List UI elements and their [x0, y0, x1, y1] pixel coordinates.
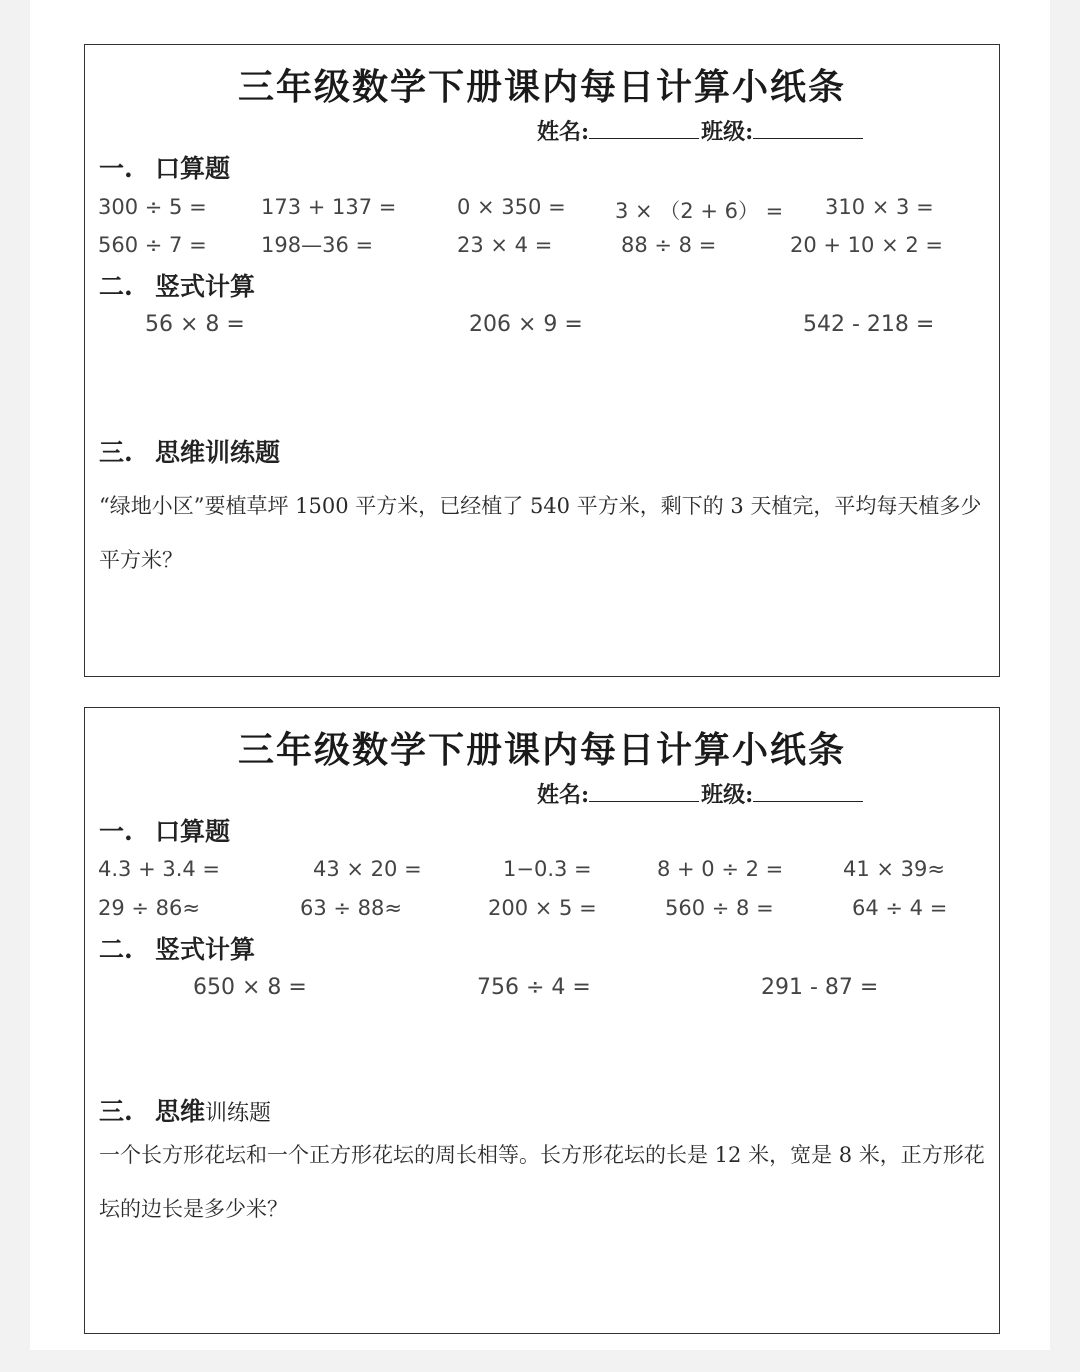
section-oral-heading	[99, 812, 230, 848]
vertical-problem: 291 - 87 =	[761, 975, 879, 1000]
oral-problem: 41 × 39≈	[843, 857, 945, 881]
name-label: 姓名:	[537, 782, 590, 808]
name-class-row	[537, 115, 865, 146]
page-margin-left	[0, 0, 30, 1372]
page-margin-bottom	[0, 1350, 1080, 1372]
vertical-problem: 206 × 9 =	[469, 312, 583, 337]
word-problem: 一个长方形花坛和一个正方形花坛的周长相等。长方形花坛的长是 12 米，宽是 8 米，正方形花坛的边长是多少米？	[99, 1143, 985, 1221]
name-class-row	[537, 778, 865, 809]
oral-problem: 4.3 + 3.4 =	[98, 857, 221, 881]
oral-problem: 173 + 137 =	[261, 195, 397, 219]
worksheet-card	[84, 707, 1000, 1334]
section-label: 口算题	[155, 154, 231, 183]
page-margin-right	[1050, 0, 1080, 1372]
oral-problem: 200 × 5 =	[488, 896, 597, 920]
oral-problem: 20 + 10 × 2 =	[790, 233, 943, 257]
name-label: 姓名:	[537, 119, 590, 145]
worksheet-card	[84, 44, 1000, 677]
section-number: 二.	[99, 272, 133, 301]
oral-problem: 300 ÷ 5 =	[98, 195, 207, 219]
worksheet-title: 三年级数学下册课内每日计算小纸条	[237, 729, 846, 771]
oral-problem: 0 × 350 =	[457, 195, 566, 219]
name-field[interactable]	[589, 781, 699, 802]
section-label: 竖式计算	[155, 272, 256, 301]
oral-problem: 3 × （2 + 6） =	[615, 199, 784, 223]
vertical-problem: 56 × 8 =	[145, 312, 245, 337]
vertical-problem: 650 × 8 =	[193, 975, 307, 1000]
vertical-problem: 542 - 218 =	[803, 312, 935, 337]
class-field[interactable]	[753, 118, 863, 139]
oral-problem: 8 + 0 ÷ 2 =	[657, 857, 784, 881]
oral-problem: 88 ÷ 8 =	[621, 233, 717, 257]
class-label: 班级:	[701, 119, 754, 145]
oral-problem: 23 × 4 =	[457, 233, 553, 257]
word-problem: “绿地小区”要植草坪 1500 平方米，已经植了 540 平方米，剩下的 3 天植完，平均每天植多少平方米？	[99, 494, 982, 572]
section-thinking-heading	[99, 1092, 271, 1128]
class-field[interactable]	[753, 781, 863, 802]
section-label: 思维训练题	[155, 438, 281, 467]
oral-problem: 560 ÷ 7 =	[98, 233, 207, 257]
vertical-problem: 756 ÷ 4 =	[477, 975, 591, 1000]
section-number: 一.	[99, 817, 133, 846]
worksheet-title: 三年级数学下册课内每日计算小纸条	[237, 66, 846, 108]
oral-problem: 198—36 =	[261, 233, 374, 257]
section-label: 竖式计算	[155, 935, 256, 964]
section-label: 口算题	[155, 817, 231, 846]
section-vertical-heading	[99, 267, 255, 303]
section-oral-heading	[99, 149, 230, 185]
section-number: 二.	[99, 935, 133, 964]
section-label-light: 训练题	[205, 1101, 272, 1126]
oral-problem: 560 ÷ 8 =	[665, 896, 774, 920]
section-number: 一.	[99, 154, 133, 183]
oral-problem: 310 × 3 =	[825, 195, 934, 219]
oral-problem: 63 ÷ 88≈	[300, 896, 402, 920]
section-vertical-heading	[99, 930, 255, 966]
section-label: 思维	[155, 1097, 206, 1126]
section-number: 三.	[99, 1097, 133, 1126]
section-number: 三.	[99, 438, 133, 467]
oral-problem: 64 ÷ 4 =	[852, 896, 948, 920]
oral-problem: 43 × 20 =	[313, 857, 422, 881]
class-label: 班级:	[701, 782, 754, 808]
oral-problem: 29 ÷ 86≈	[98, 896, 200, 920]
oral-problem: 1−0.3 =	[503, 857, 592, 881]
name-field[interactable]	[589, 118, 699, 139]
section-thinking-heading	[99, 433, 280, 469]
